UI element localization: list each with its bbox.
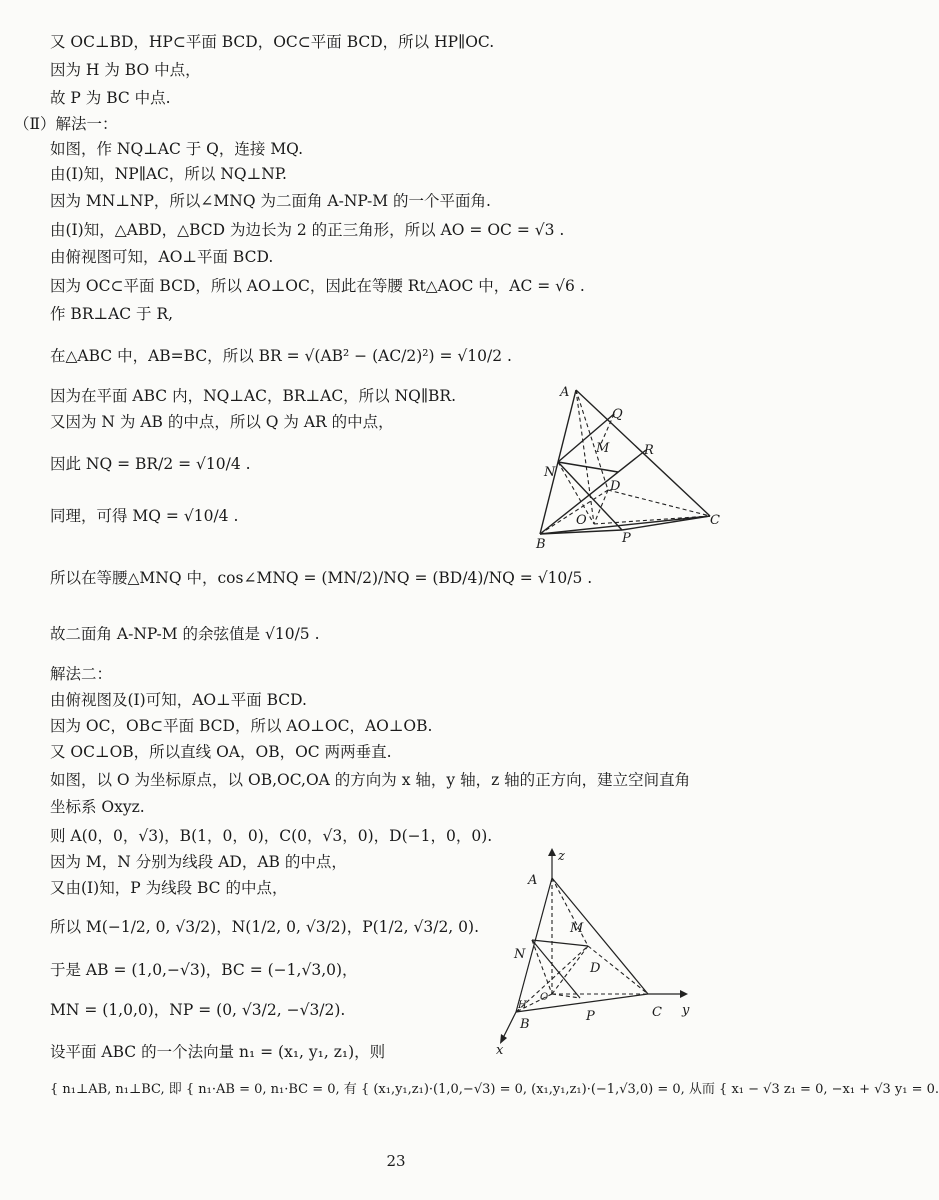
label-Q: Q — [612, 407, 623, 422]
text-line: 因为在平面 ABC 内，NQ⊥AC，BR⊥AC，所以 NQ∥BR. — [50, 387, 457, 405]
label-N: N — [544, 465, 556, 480]
label-H: H — [518, 1000, 527, 1011]
text-line: 由俯视图可知，AO⊥平面 BCD. — [50, 248, 274, 266]
label-D: D — [610, 479, 621, 494]
text-line: 设平面 ABC 的一个法向量 n₁ = (x₁, y₁, z₁)，则 — [50, 1043, 386, 1061]
text-line: 又 OC⊥OB，所以直线 OA，OB，OC 两两垂直. — [50, 743, 392, 761]
axis-label-z: z — [558, 849, 565, 864]
label-M: M — [596, 441, 610, 456]
label-R: R — [644, 443, 654, 458]
section-heading: 解法二： — [50, 665, 113, 683]
text-line: 因为 H 为 BO 中点， — [50, 61, 201, 79]
text-line: 因为 M，N 分别为线段 AD，AB 的中点， — [50, 853, 347, 871]
text-line: 因为 OC，OB⊂平面 BCD，所以 AO⊥OC，AO⊥OB. — [50, 717, 433, 735]
formula-line: 于是 AB = (1,0,−√3)，BC = (−1,√3,0)， — [50, 961, 358, 979]
formula-line: 因此 NQ = BR/2 = √10/4 . — [50, 455, 251, 473]
text-line: 由(Ⅰ)知，△ABD，△BCD 为边长为 2 的正三角形，所以 AO = OC = √3 . — [50, 221, 565, 239]
axis-label-y: y — [682, 1003, 690, 1018]
label-B: B — [520, 1017, 530, 1032]
label-C: C — [710, 513, 720, 528]
formula-line: 所以在等腰△MNQ 中，cos∠MNQ = (MN/2)/NQ = (BD/4)/NQ = √10/5 . — [50, 569, 593, 587]
axis-label-x: x — [496, 1043, 504, 1058]
text-line: 又由(Ⅰ)知，P 为线段 BC 的中点， — [50, 879, 288, 897]
formula-line: 同理，可得 MQ = √10/4 . — [50, 507, 239, 525]
text-line: 又 OC⊥BD，HP⊂平面 BCD，OC⊂平面 BCD，所以 HP∥OC. — [50, 33, 495, 51]
label-P: P — [622, 531, 631, 546]
text-line: 作 BR⊥AC 于 R, — [50, 305, 174, 323]
text-line: 则 A(0，0，√3)，B(1，0，0)，C(0，√3，0)，D(−1，0，0). — [50, 827, 493, 845]
section-heading: （Ⅱ）解法一： — [14, 115, 118, 133]
label-M: M — [570, 921, 584, 936]
formula-line: 在△ABC 中，AB=BC，所以 BR = √(AB² − (AC/2)²) = √10/2 . — [50, 347, 512, 365]
text-line: 又因为 N 为 AB 的中点，所以 Q 为 AR 的中点， — [50, 413, 394, 431]
label-N: N — [514, 947, 526, 962]
label-A: A — [560, 385, 570, 400]
formula-line: 故二面角 A-NP-M 的余弦值是 √10/5 . — [50, 625, 320, 643]
text-line: 因为 OC⊂平面 BCD，所以 AO⊥OC，因此在等腰 Rt△AOC 中，AC = √6 . — [50, 277, 585, 295]
text-line: 坐标系 Oxyz. — [50, 798, 145, 816]
formula-line: MN = (1,0,0)，NP = (0, √3/2, −√3/2). — [50, 1001, 346, 1019]
text-line: 如图，以 O 为坐标原点，以 OB,OC,OA 的方向为 x 轴，y 轴，z 轴的正方向，建立空间直角 — [50, 771, 691, 789]
text-line: 因为 MN⊥NP，所以∠MNQ 为二面角 A-NP-M 的一个平面角. — [50, 192, 491, 210]
label-D: D — [590, 961, 601, 976]
tetrahedron-figure-1 — [530, 382, 730, 552]
tetrahedron-figure-2 — [492, 848, 712, 1058]
text-line: 由(Ⅰ)知，NP∥AC，所以 NQ⊥NP. — [50, 165, 287, 183]
page-number: 23 — [386, 1152, 406, 1170]
label-B: B — [536, 537, 546, 552]
formula-line: 所以 M(−1/2, 0, √3/2)，N(1/2, 0, √3/2)，P(1/2, √3/2, 0). — [50, 918, 479, 936]
text-line: 由俯视图及(Ⅰ)可知，AO⊥平面 BCD. — [50, 691, 307, 709]
label-C: C — [652, 1005, 662, 1020]
text-line: 故 P 为 BC 中点. — [50, 89, 171, 107]
label-A: A — [528, 873, 538, 888]
label-O: O — [576, 513, 587, 528]
text-line: 如图，作 NQ⊥AC 于 Q，连接 MQ. — [50, 140, 304, 158]
formula-line: { n₁⊥AB, n₁⊥BC, 即 { n₁·AB = 0, n₁·BC = 0, 有 { (x₁,y₁,z₁)·(1,0,−√3) = 0, (x₁,y₁,z₁)·(−1,√3,0) = 0, 从而 { x₁ − √3 z₁ = 0, −x₁ + √3 y₁ = 0. — [50, 1082, 939, 1097]
label-O: O — [540, 992, 549, 1003]
label-P: P — [586, 1009, 595, 1024]
